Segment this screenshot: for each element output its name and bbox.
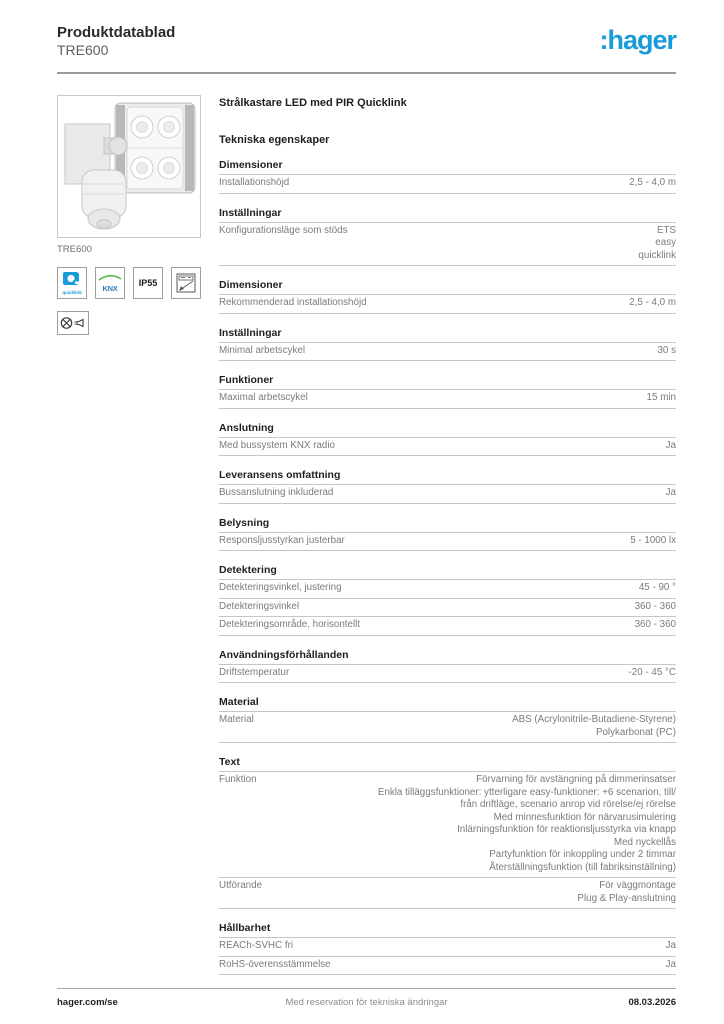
spec-value: 360 - 360 bbox=[634, 619, 676, 630]
spec-label: Med bussystem KNX radio bbox=[219, 439, 335, 451]
product-image bbox=[57, 95, 201, 238]
spec-value: ABS (Acrylonitrile-Butadiene-Styrene) Polykarbonat (PC) bbox=[512, 714, 676, 738]
spec-value: Ja bbox=[665, 958, 676, 970]
spec-row bbox=[219, 617, 676, 636]
spec-section bbox=[219, 649, 676, 684]
spec-value: 30 s bbox=[657, 344, 676, 356]
spec-section bbox=[219, 374, 676, 409]
spec-section bbox=[219, 327, 676, 362]
no-acoustic-badge bbox=[57, 311, 89, 335]
knx-label: KNX bbox=[102, 283, 118, 293]
section-heading: Inställningar bbox=[219, 327, 676, 343]
right-column bbox=[219, 95, 676, 975]
header bbox=[57, 24, 676, 59]
spec-label: Detekteringsvinkel, justering bbox=[219, 582, 342, 593]
spec-value: 360 - 360 bbox=[634, 600, 676, 612]
spec-value: 15 min bbox=[646, 392, 676, 403]
spec-row bbox=[219, 580, 676, 599]
spec-row bbox=[219, 533, 676, 552]
section-heading: Belysning bbox=[219, 517, 676, 533]
spec-label: Driftstemperatur bbox=[219, 666, 290, 678]
spec-label: Funktion bbox=[219, 774, 257, 785]
document-title: Produktdatablad bbox=[57, 24, 176, 41]
spec-value: Ja bbox=[665, 487, 676, 498]
floodlight-illustration bbox=[58, 96, 200, 237]
spec-label: Konfigurationsläge som stöds bbox=[219, 224, 348, 236]
spec-label: Minimal arbetscykel bbox=[219, 344, 306, 356]
ip55-badge bbox=[133, 267, 163, 299]
section-heading: Material bbox=[219, 696, 676, 712]
section-heading: Text bbox=[219, 756, 676, 772]
spec-row bbox=[219, 485, 676, 504]
spec-row bbox=[219, 295, 676, 314]
spec-sections bbox=[219, 159, 676, 975]
spec-section bbox=[219, 922, 676, 975]
spec-row bbox=[219, 343, 676, 362]
section-heading: Leveransens omfattning bbox=[219, 469, 676, 485]
content bbox=[57, 95, 676, 975]
spec-row bbox=[219, 665, 676, 684]
quicklink-label: quicklink bbox=[62, 290, 82, 295]
spec-value: -20 - 45 °C bbox=[628, 666, 676, 678]
spec-section bbox=[219, 564, 676, 636]
section-heading: Anslutning bbox=[219, 422, 676, 438]
no-acoustic-icon bbox=[60, 316, 86, 330]
spec-section bbox=[219, 696, 676, 743]
ip55-label: IP55 bbox=[138, 278, 158, 288]
spec-label: Maximal arbetscykel bbox=[219, 392, 308, 403]
spec-section bbox=[219, 756, 676, 909]
spec-value: Ja bbox=[665, 940, 676, 951]
knx-swoosh-icon bbox=[98, 274, 122, 284]
spec-label: Rekommenderad installationshöjd bbox=[219, 297, 367, 308]
spec-value: 2,5 - 4,0 m bbox=[629, 177, 676, 188]
spec-section bbox=[219, 159, 676, 194]
spec-value: För väggmontage Plug & Play-anslutning bbox=[577, 880, 676, 904]
knx-badge bbox=[95, 267, 125, 299]
section-heading: Detektering bbox=[219, 564, 676, 580]
spec-row bbox=[219, 438, 676, 457]
section-heading: Hållbarhet bbox=[219, 922, 676, 938]
hager-logo: :hager bbox=[599, 25, 676, 55]
spec-row bbox=[219, 957, 676, 976]
spec-row bbox=[219, 223, 676, 267]
certification-badges bbox=[57, 267, 207, 335]
spec-label: REACh-SVHC fri bbox=[219, 940, 294, 951]
spec-section bbox=[219, 279, 676, 314]
footer-website-link[interactable]: hager.com/se bbox=[57, 997, 118, 1008]
spec-label: Responsljusstyrkan justerbar bbox=[219, 534, 345, 546]
spec-label: Detekteringsområde, horisontellt bbox=[219, 619, 361, 630]
section-heading: Dimensioner bbox=[219, 159, 676, 175]
spec-value: 45 - 90 ° bbox=[638, 582, 676, 593]
spec-row bbox=[219, 938, 676, 957]
spec-row bbox=[219, 712, 676, 743]
spec-section bbox=[219, 469, 676, 504]
spec-row bbox=[219, 772, 676, 878]
spec-label: Detekteringsvinkel bbox=[219, 600, 300, 612]
product-title: Strålkastare LED med PIR Quicklink bbox=[219, 97, 407, 109]
header-divider bbox=[57, 72, 676, 74]
quicklink-icon bbox=[62, 271, 82, 289]
spec-row bbox=[219, 599, 676, 618]
spec-row bbox=[219, 878, 676, 909]
spec-value: Ja bbox=[665, 439, 676, 451]
footer-date: 08.03.2026 bbox=[628, 997, 676, 1008]
mounting-diagram-icon bbox=[176, 273, 196, 293]
left-column bbox=[57, 95, 202, 975]
section-heading: Dimensioner bbox=[219, 279, 676, 295]
spec-section bbox=[219, 517, 676, 552]
spec-row bbox=[219, 175, 676, 194]
product-reference: TRE600 bbox=[57, 42, 109, 58]
spec-section bbox=[219, 207, 676, 267]
footer bbox=[57, 988, 676, 1008]
spec-row bbox=[219, 390, 676, 409]
spec-value: 5 - 1000 lx bbox=[630, 534, 676, 546]
spec-label: Material bbox=[219, 714, 254, 725]
spec-value: 2,5 - 4,0 m bbox=[629, 297, 676, 308]
section-heading: Inställningar bbox=[219, 207, 676, 223]
footer-disclaimer: Med reservation för tekniska ändringar bbox=[285, 997, 448, 1008]
technical-properties-title: Tekniska egenskaper bbox=[219, 134, 330, 146]
spec-label: Utförande bbox=[219, 880, 263, 891]
section-heading: Användningsförhållanden bbox=[219, 649, 676, 665]
spec-section bbox=[219, 422, 676, 457]
quicklink-badge bbox=[57, 267, 87, 299]
spec-value: Förvarning för avstängning på dimmerinsatser Enkla tilläggsfunktioner: ytterligare easy-funktioner: +6 scenarion, till/ från driftläge, scenario anrop vid rörelse/ej rörelse Med minnesfunktion för närvarusimulering Inlärningsfunktion för reaktionsljusstyrka via knapp Med nyckellås Partyfunktion för inkoppling under 2 timmar Återställningsfunktion (till fabriksinställning) bbox=[377, 774, 676, 873]
mounting-diagram-badge bbox=[171, 267, 201, 299]
image-caption: TRE600 bbox=[57, 244, 92, 255]
spec-label: Bussanslutning inkluderad bbox=[219, 487, 334, 498]
spec-label: Installationshöjd bbox=[219, 177, 290, 188]
section-heading: Funktioner bbox=[219, 374, 676, 390]
spec-label: RoHS-överensstämmelse bbox=[219, 958, 331, 970]
spec-value: ETS easy quicklink bbox=[638, 224, 676, 261]
